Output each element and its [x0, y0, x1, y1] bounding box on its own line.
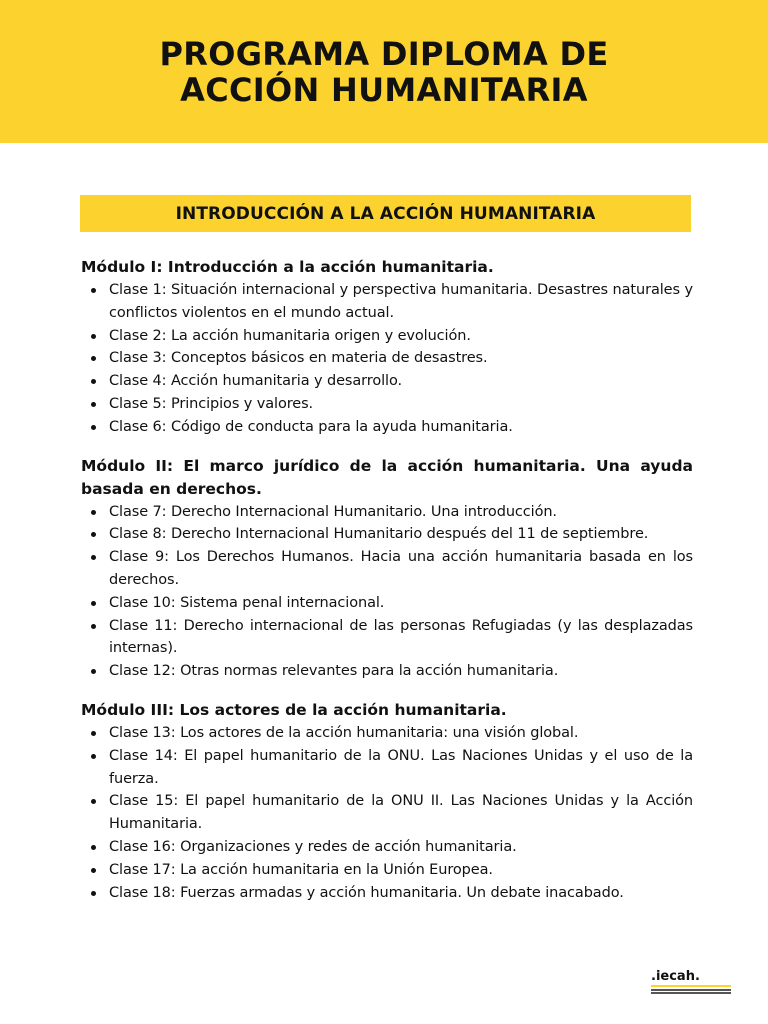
module-title: Módulo III: Los actores de la acción humanitaria.: [81, 700, 507, 719]
class-list: [81, 722, 693, 904]
list-item: Clase 18: Fuerzas armadas y acción humanitaria. Un debate inacabado.: [109, 882, 693, 905]
list-item: Clase 14: El papel humanitario de la ONU. Las Naciones Unidas y el uso de la fuerza.: [109, 745, 693, 791]
page-title: [160, 36, 609, 108]
list-item: Clase 5: Principios y valores.: [109, 393, 693, 416]
list-item: Clase 3: Conceptos básicos en materia de desastres.: [109, 347, 693, 370]
logo-accent-bar: [651, 985, 731, 987]
list-item: Clase 12: Otras normas relevantes para la acción humanitaria.: [109, 660, 693, 683]
list-item: Clase 10: Sistema penal internacional.: [109, 592, 693, 615]
list-item: Clase 17: La acción humanitaria en la Unión Europea.: [109, 859, 693, 882]
list-item: Clase 8: Derecho Internacional Humanitario después del 11 de septiembre.: [109, 523, 693, 546]
logo-wordmark: .iecah.: [651, 969, 700, 984]
list-item: Clase 7: Derecho Internacional Humanitario. Una introducción.: [109, 501, 693, 524]
list-item: Clase 1: Situación internacional y perspectiva humanitaria. Desastres naturales y conflictos violentos en el mundo actual.: [109, 279, 693, 325]
list-item: Clase 9: Los Derechos Humanos. Hacia una acción humanitaria basada en los derechos.: [109, 546, 693, 592]
section-title: INTRODUCCIÓN A LA ACCIÓN HUMANITARIA: [175, 203, 596, 224]
module-title: Módulo II: El marco jurídico de la acción humanitaria. Una ayuda basada en derechos.: [81, 456, 693, 498]
list-item: Clase 11: Derecho internacional de las personas Refugiadas (y las desplazadas internas).: [109, 615, 693, 661]
section-heading-band: [80, 195, 691, 232]
list-item: Clase 15: El papel humanitario de la ONU II. Las Naciones Unidas y la Acción Humanitaria.: [109, 790, 693, 836]
list-item: Clase 4: Acción humanitaria y desarrollo.: [109, 370, 693, 393]
class-list: [81, 279, 693, 439]
module-3: [81, 699, 693, 904]
module-2: [81, 455, 693, 683]
module-content: [81, 256, 693, 920]
iecah-logo: [651, 970, 733, 995]
logo-tagline-mark: [651, 992, 731, 994]
list-item: Clase 6: Código de conducta para la ayuda humanitaria.: [109, 416, 693, 439]
list-item: Clase 16: Organizaciones y redes de acción humanitaria.: [109, 836, 693, 859]
class-list: [81, 501, 693, 683]
module-1: [81, 256, 693, 439]
page-title-line-2: ACCIÓN HUMANITARIA: [180, 70, 588, 109]
page-title-line-1: PROGRAMA DIPLOMA DE: [159, 34, 609, 73]
header-banner: [0, 0, 768, 143]
list-item: Clase 2: La acción humanitaria origen y evolución.: [109, 325, 693, 348]
list-item: Clase 13: Los actores de la acción humanitaria: una visión global.: [109, 722, 693, 745]
module-title: Módulo I: Introducción a la acción humanitaria.: [81, 258, 494, 276]
logo-tagline-mark: [651, 989, 731, 991]
